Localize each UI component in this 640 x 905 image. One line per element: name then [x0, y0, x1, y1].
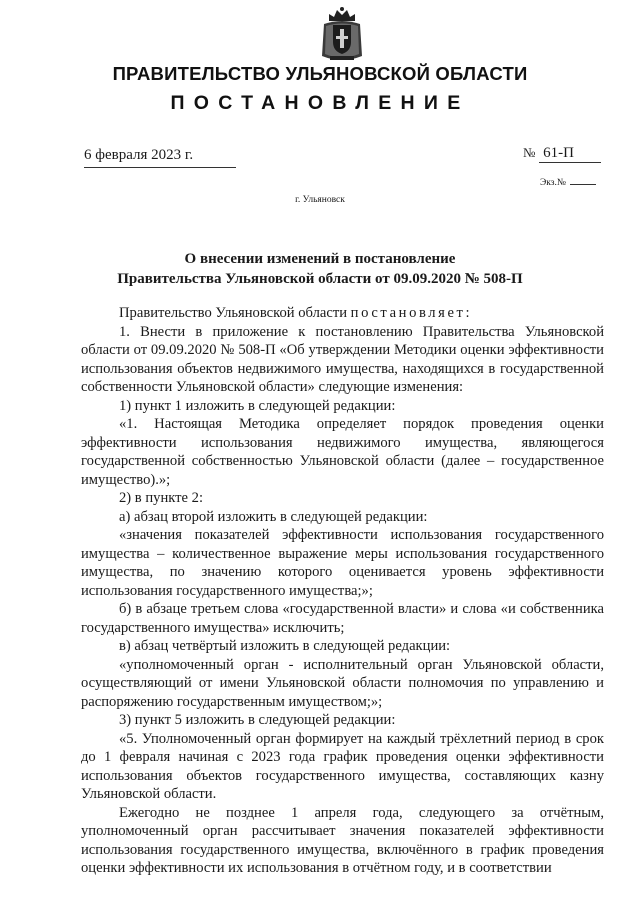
paragraph: «1. Настоящая Методика определяет порядок проведения оценки эффективности использования недвижимого имущества, являющегося государственной собственностью Ульяновской области (далее – государственное имущество).»; — [81, 416, 604, 488]
paragraph: Ежегодно не позднее 1 апреля года, следующего за отчётным, уполномоченный орган рассчитывает значения показателей эффективности использования государственного имущества, включённого в график проведения оценки эффективности их использования в отчётном году, и в соответствии — [81, 804, 604, 876]
paragraph: 1. Внести в приложение к постановлению Правительства Ульяновской области от 09.09.2020 № 508-П «Об утверждении Методики оценки эффективности использования объектов недвижимого имущества, находящихся в государственной собственности Ульяновской области» следующие изменения: — [81, 323, 604, 395]
coat-of-arms-icon — [320, 6, 364, 64]
subject-line-2: Правительства Ульяновской области от 09.09.2020 № 508-П — [117, 271, 523, 287]
paragraph: б) в абзаце третьем слова «государственной власти» и слова «и собственника государственного имущества» исключить; — [81, 601, 604, 636]
paragraph: 1) пункт 1 изложить в следующей редакции: — [119, 397, 396, 414]
paragraph: 3) пункт 5 изложить в следующей редакции: — [119, 712, 396, 728]
intro-paragraph — [81, 304, 604, 323]
intro-lead: Правительство Ульяновской области — [119, 305, 351, 321]
paragraph: «уполномоченный орган - исполнительный орган Ульяновской области, осуществляющий от имени Ульяновской области полномочия по управлению и распоряжению государственным имуществом;»; — [81, 656, 604, 710]
paragraph: «5. Уполномоченный орган формирует на каждый трёхлетний период в срок до 1 февраля начиная с 2023 года график проведения оценки эффективности использования объектов государственного имущества, составляющих казну Ульяновской области. — [81, 730, 604, 802]
copy-number — [540, 178, 596, 188]
copy-fill-line — [570, 184, 596, 185]
document-body — [81, 304, 604, 878]
subject-line-1: О внесении изменений в постановление — [184, 251, 456, 267]
city: г. Ульяновск — [295, 195, 345, 205]
document-number — [523, 145, 601, 163]
document-date: 6 февраля 2023 г. — [84, 147, 194, 163]
copy-label: Экз.№ — [540, 178, 566, 188]
intro-end: : — [465, 305, 470, 321]
paragraph: а) абзац второй изложить в следующей редакции: — [119, 508, 428, 525]
document-type-title: ПОСТАНОВЛЕНИЕ — [170, 92, 470, 114]
date-underline — [84, 167, 236, 168]
intro-resolves: постановляет — [350, 305, 466, 321]
document-subject — [0, 249, 640, 289]
number-value: 61-П — [539, 145, 601, 163]
paragraph: 2) в пункте 2: — [119, 490, 204, 506]
paragraph: в) абзац четвёртый изложить в следующей редакции: — [119, 638, 451, 654]
number-label: № — [523, 145, 536, 160]
government-title: ПРАВИТЕЛЬСТВО УЛЬЯНОВСКОЙ ОБЛАСТИ — [112, 63, 528, 84]
paragraph: «значения показателей эффективности использования государственного имущества – количественное выражение меры использования государственного имущества, по значению которого оценивается уровень эффективности использования государственного имущества;»; — [81, 527, 604, 599]
